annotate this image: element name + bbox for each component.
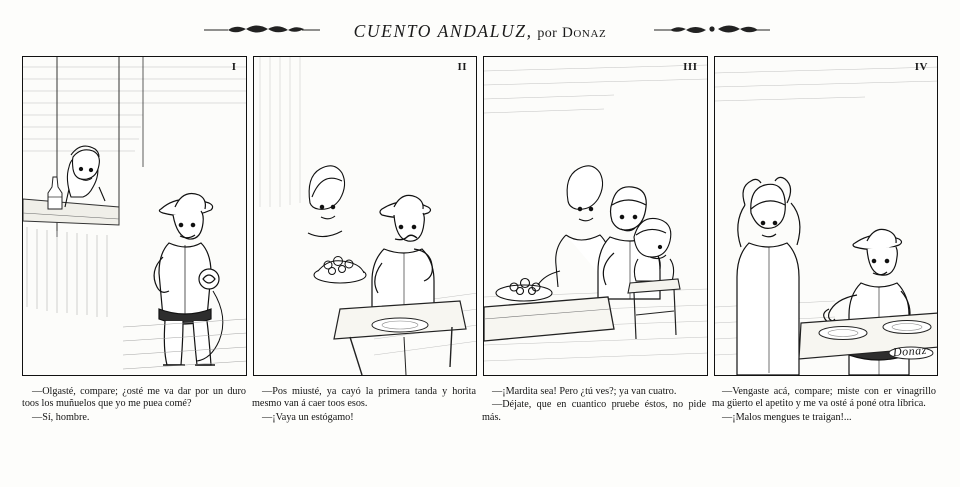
page-header: [0, 14, 960, 48]
panel-number-1: I: [231, 61, 237, 73]
caption-line: —¡Malos mengues te traigan!...: [722, 411, 852, 423]
panel-number-2: II: [457, 61, 467, 73]
panel-number-4: IV: [914, 61, 928, 73]
floral-ornament-icon-right: [652, 22, 772, 38]
panel-1-artwork: [23, 57, 247, 375]
panel-3-artwork: [484, 57, 708, 375]
caption-line: —Vengaste acá, compare; miste con er vinagrillo ma güerto el apetito y me va osté á poné otra líbrica.: [712, 386, 936, 410]
floral-ornament-icon-left: [202, 22, 322, 38]
panel-2-artwork: [254, 57, 478, 375]
page-title-author: Donaz: [561, 24, 607, 41]
comic-strip: [22, 56, 938, 376]
comic-panel-4[interactable]: [714, 56, 939, 376]
caption-line: —¡Mardita sea! Pero ¿tú ves?; ya van cuatro.: [492, 386, 677, 397]
comic-panel-3[interactable]: [483, 56, 708, 376]
caption-line: —Sí, hombre.: [32, 411, 90, 423]
caption-row: [22, 386, 938, 472]
panel-4-artwork: [715, 57, 939, 375]
caption-panel-2: [252, 386, 476, 472]
page-title: [354, 21, 607, 42]
page-title-byline: por: [537, 25, 558, 41]
comic-panel-1[interactable]: [22, 56, 247, 376]
page-title-main: CUENTO ANDALUZ,: [353, 20, 533, 41]
caption-panel-3: [482, 386, 706, 472]
artist-signature: Donaz: [892, 342, 928, 360]
caption-panel-4: [712, 386, 936, 472]
caption-line: —Pos miusté, ya cayó la primera tanda y horita mesmo van á caer toos esos.: [252, 386, 476, 410]
caption-line: —Déjate, que en cuantico pruebe éstos, no pide más.: [482, 399, 706, 423]
caption-line: —¡Vaya un estógamo!: [262, 411, 354, 423]
caption-line: —Olgasté, compare; ¿osté me va dar por un duro toos los muñuelos que yo me puea comé?: [22, 386, 246, 410]
panel-number-3: III: [683, 61, 698, 73]
comic-panel-2[interactable]: [253, 56, 478, 376]
caption-panel-1: [22, 386, 246, 472]
